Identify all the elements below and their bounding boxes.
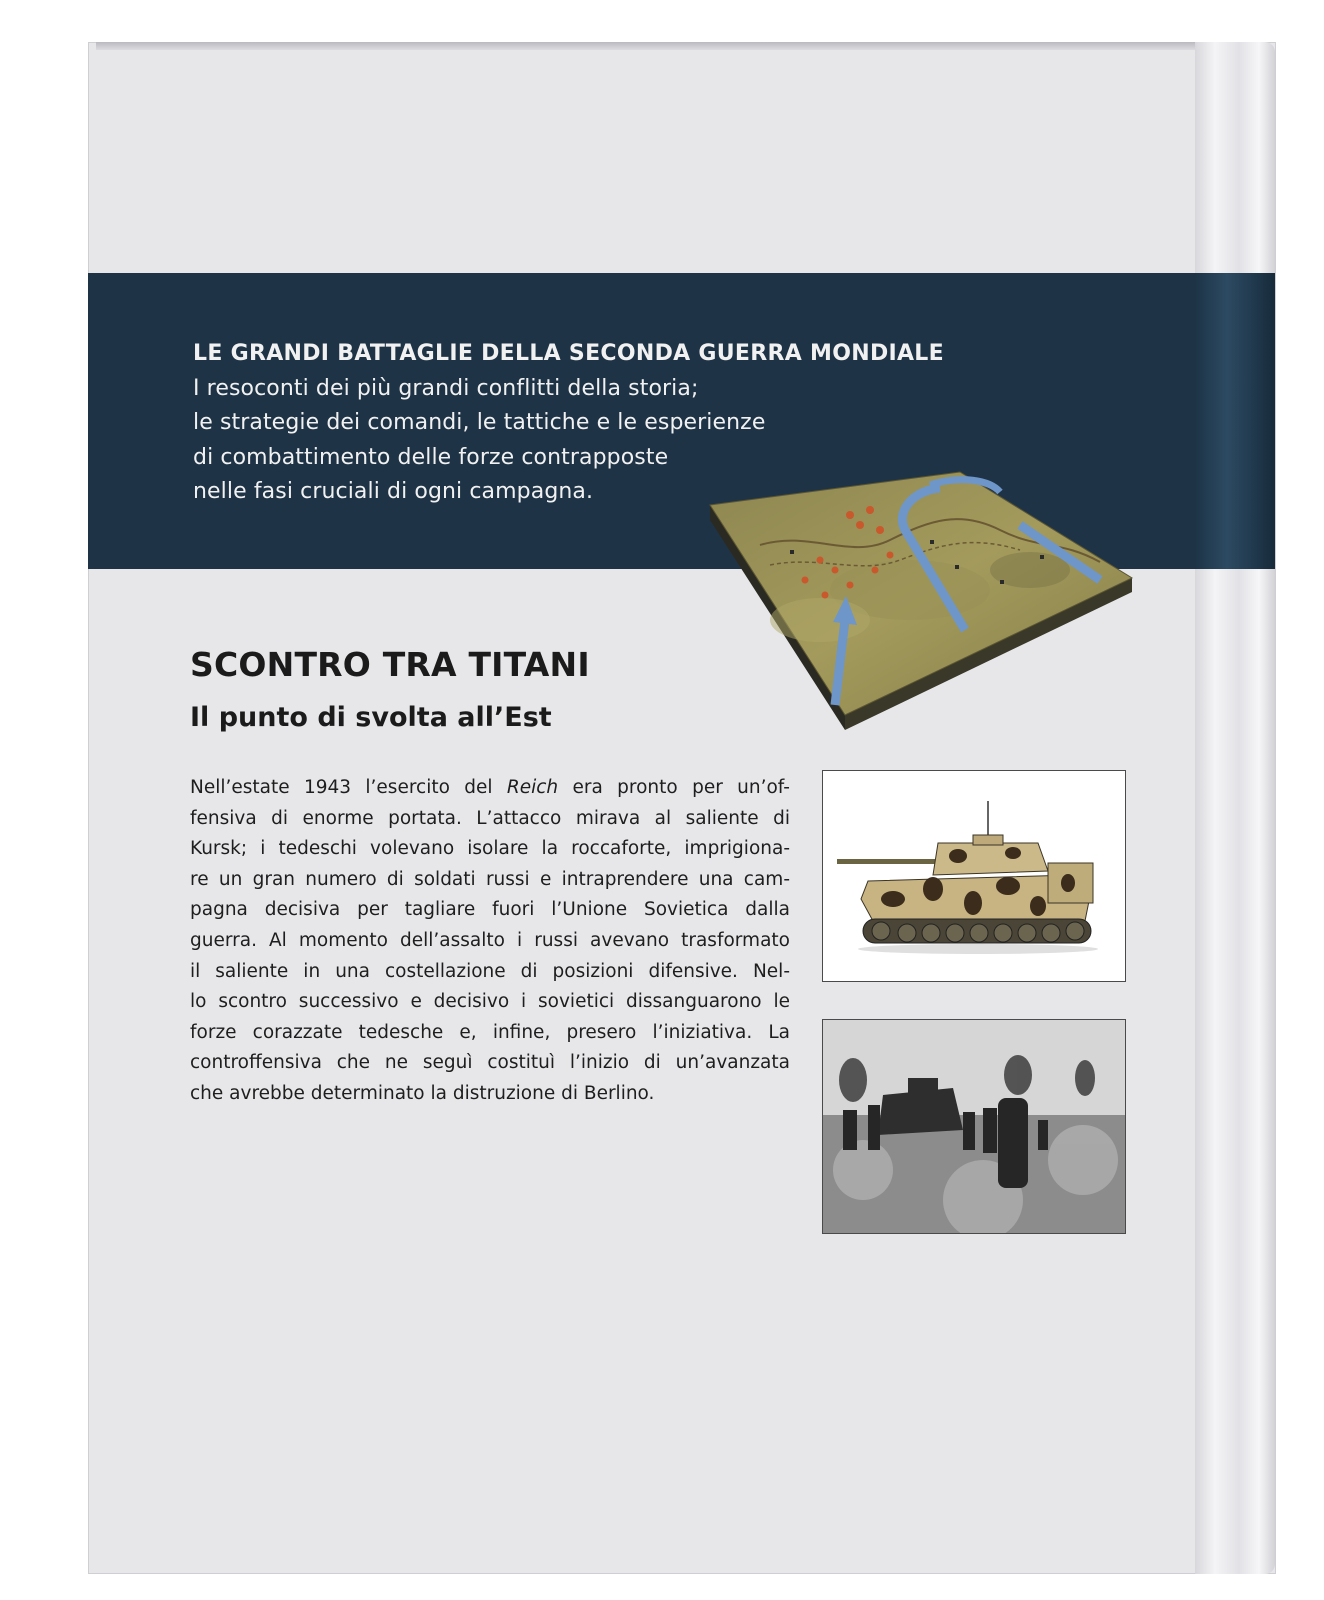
series-description-line: le strategie dei comandi, le tattiche e le esperienze xyxy=(193,410,766,435)
book-title: SCONTRO TRA TITANI xyxy=(190,645,590,684)
synopsis-line: il saliente in una costellazione di posizioni difensive. Nel- xyxy=(190,960,790,982)
series-description-line: nelle fasi cruciali di ogni campagna. xyxy=(193,479,594,504)
book-subtitle: Il punto di svolta all’Est xyxy=(190,702,552,733)
synopsis xyxy=(190,773,790,1110)
tank-illustration xyxy=(823,771,1125,981)
spine-band xyxy=(1195,273,1275,569)
battlefield-photo-frame xyxy=(822,1019,1126,1234)
synopsis-emphasis: Reich xyxy=(506,777,559,798)
series-description-line: di combattimento delle forze contrapposte xyxy=(193,444,669,470)
book-top-edge xyxy=(96,42,1266,50)
battle-map-graphic xyxy=(700,470,1170,730)
battlefield-photo xyxy=(823,1020,1125,1233)
tank-illustration-frame xyxy=(822,770,1126,982)
synopsis-line: che avrebbe determinato la distruzione di Berlino. xyxy=(190,1082,655,1104)
synopsis-text: Nell’estate 1943 l’esercito del xyxy=(190,777,507,798)
synopsis-line: guerra. Al momento dell’assalto i russi avevano trasformato xyxy=(190,929,790,951)
book-spine xyxy=(1195,42,1275,1574)
series-description-line: I resoconti dei più grandi conflitti della storia; xyxy=(193,375,699,401)
synopsis-line: controffensiva che ne seguì costituì l’inizio di un’avanzata xyxy=(190,1052,790,1074)
synopsis-line: lo scontro successivo e decisivo i sovietici dissanguarono le xyxy=(190,991,790,1013)
series-title: LE GRANDI BATTAGLIE DELLA SECONDA GUERRA MONDIALE xyxy=(193,341,944,366)
battle-map-illustration xyxy=(700,470,1170,730)
synopsis-line: re un gran numero di soldati russi e intraprendere una cam- xyxy=(190,868,790,890)
synopsis-text: era pronto per un’of- xyxy=(558,777,790,798)
synopsis-line: Kursk; i tedeschi volevano isolare la roccaforte, imprigiona- xyxy=(190,838,790,860)
synopsis-line: forze corazzate tedesche e, infine, presero l’iniziativa. La xyxy=(190,1021,790,1043)
synopsis-line xyxy=(190,773,790,804)
synopsis-line: fensiva di enorme portata. L’attacco mirava al saliente di xyxy=(190,807,790,829)
synopsis-line: pagna decisiva per tagliare fuori l’Unione Sovietica dalla xyxy=(190,899,790,921)
